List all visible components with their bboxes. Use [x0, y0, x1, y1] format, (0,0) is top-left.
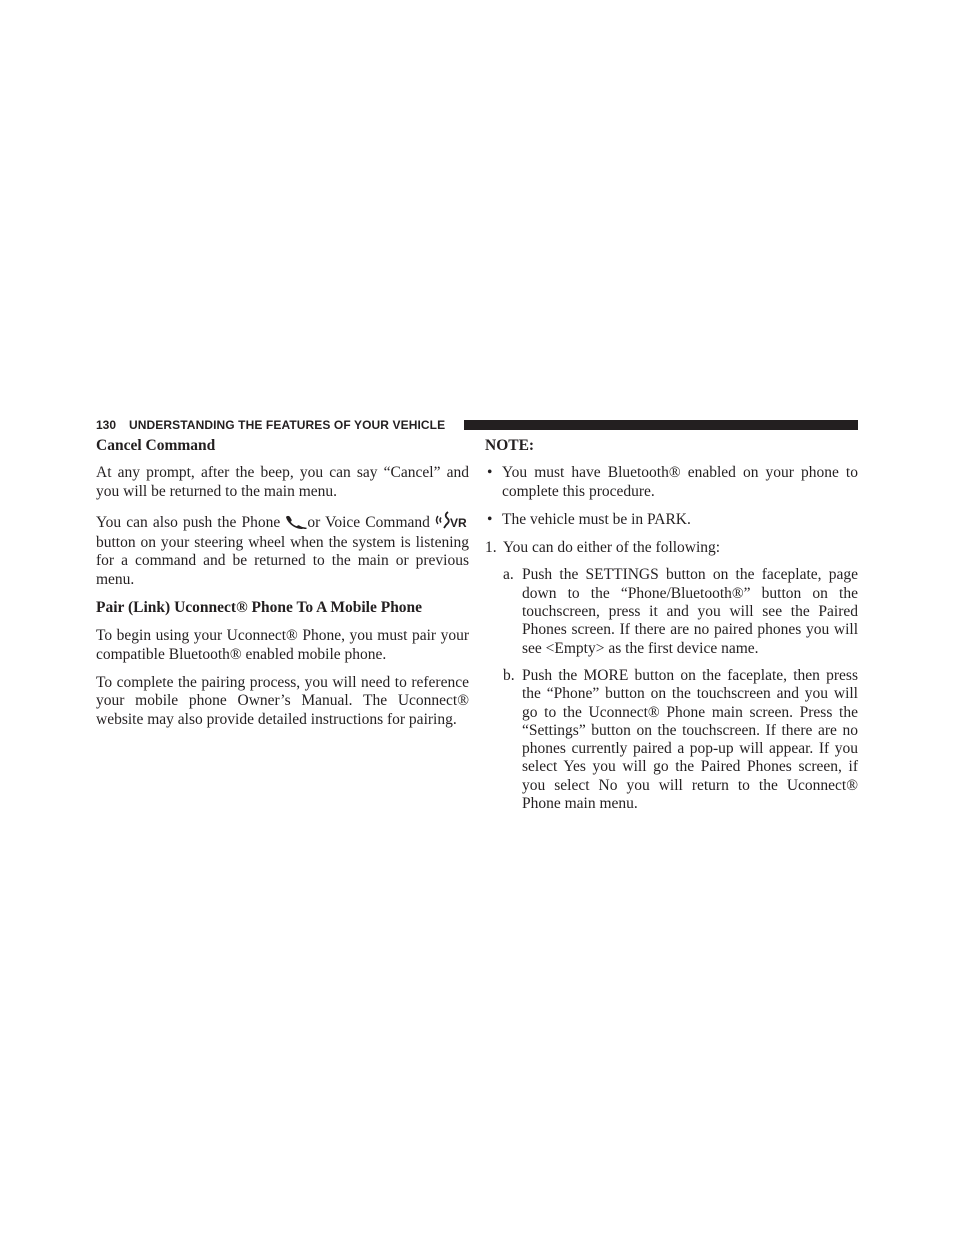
page-header: [96, 417, 858, 433]
note-bullet-text: You must have Bluetooth® enabled on your phone to complete this procedure.: [502, 464, 858, 500]
cancel-command-heading: Cancel Command: [96, 437, 216, 454]
cancel-p2-part-c: button on your steering wheel when the system is listening for a command and be returned to the main or previous menu.: [96, 534, 469, 588]
left-column: [96, 437, 469, 729]
step-1: [485, 539, 858, 557]
bullet-dot-icon: •: [487, 464, 493, 482]
note-label: NOTE:: [485, 437, 535, 454]
section-title: UNDERSTANDING THE FEATURES OF YOUR VEHICLE: [129, 418, 446, 432]
note-bullet-item: [485, 511, 858, 529]
sub-step-b: [485, 667, 858, 813]
cancel-paragraph-1: At any prompt, after the beep, you can say “Cancel” and you will be returned to the main menu.: [96, 464, 469, 500]
header-rule-bar: [464, 420, 858, 430]
page-number: 130: [96, 418, 117, 432]
sub-step-text: Push the MORE button on the faceplate, then press the “Phone” button on the touchscreen and you will go to the Uconnect® Phone main screen. Press the “Settings” button on the touchscreen. If there are no phones currently paired a pop-up will appear. If you select Yes you will go the Paired Phones screen, if you select No you will return to the Uconnect® Phone main menu.: [522, 666, 858, 813]
sub-step-a: [485, 566, 858, 657]
cancel-p2-part-a: You can also push the Phone: [96, 513, 281, 531]
sub-step-text: Push the SETTINGS button on the faceplate, page down to the “Phone/Bluetooth®” button on the touchscreen, press it and you will see the Paired Phones screen. If there are no paired phones you will see <Empty> as the first device name.: [522, 566, 858, 657]
phone-handset-icon: [285, 515, 307, 534]
svg-text:VR: VR: [450, 515, 467, 529]
pair-phone-heading: Pair (Link) Uconnect® Phone To A Mobile Phone: [96, 599, 423, 617]
sub-step-letter: b.: [503, 666, 515, 684]
step-text: You can do either of the following:: [503, 539, 721, 557]
step-number: 1.: [485, 539, 497, 557]
note-bullet-item: [485, 464, 858, 501]
cancel-p2-part-b: or Voice Command: [307, 513, 430, 531]
right-column: [485, 437, 858, 813]
voice-command-vr-icon: [435, 511, 469, 534]
note-bullet-text: The vehicle must be in PARK.: [502, 510, 691, 528]
pair-paragraph-1: To begin using your Uconnect® Phone, you must pair your compatible Bluetooth® enabled mobile phone.: [96, 627, 469, 663]
sub-step-letter: a.: [503, 566, 514, 584]
cancel-paragraph-2: [96, 511, 469, 589]
pair-paragraph-2: To complete the pairing process, you will need to reference your mobile phone Owner’s Manual. The Uconnect® website may also provide detailed instructions for pairing.: [96, 673, 469, 728]
bullet-dot-icon: •: [487, 510, 493, 528]
